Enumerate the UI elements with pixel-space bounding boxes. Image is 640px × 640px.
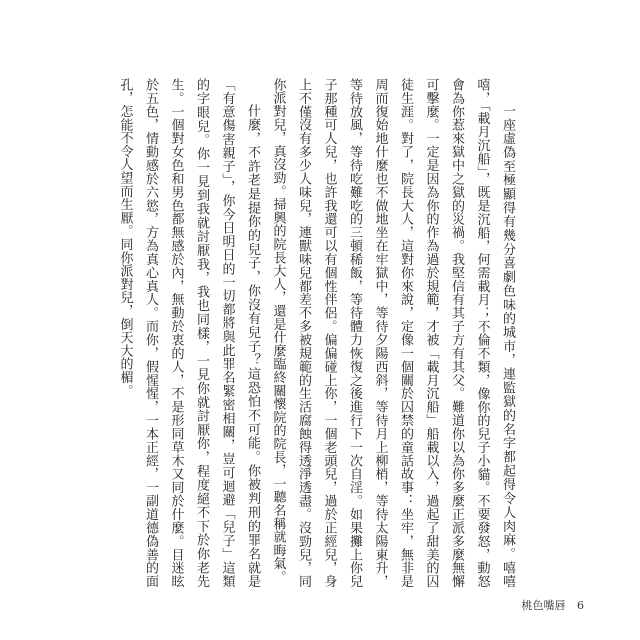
running-title: 桃色嘴唇 [521,599,566,612]
paragraph-1: 一座虛偽至極顯得有幾分喜劇色味的城市，連監獄的名字都起得令人肉麻。嘻嘻嘻，「載月沉船」，既是沉船，何需載月；不倫不類，像你的兒子小貓。不要發怒，動怒會為你惹來獄中之獄的災禍。我堅信有其子方有其父。難道你以為你多麼正派多麼無懈可擊麼。一定是因為你的作為過於規範，才被「載月沉船」船載以入，過起了甜美的囚徒生涯。對了，院長大人，這對你來說，定像一個關於囚禁的童話故事：坐牢，無非是周而復始地什麼也不做地坐在牢獄中，等待夕陽西斜，等待月上柳梢，等待太陽東升，等待放風，等待吃難吃的三頓稀飯，等待體力恢復之後進行下一次自淫。如果攤上你兒子那種可人兒，也許我還可以有個性伴侶。偏偏碰上你，一個老頭兒，過於正經兒，身上不僅沒有多少人味兒，連獸味兒都差不多被規範的生活腐蝕得透淨透盡。沒勁兒，同你派對兒，真沒勁。掃興的院長大人，還是什麼臨終關懷院的院長，一聽名稱就晦氣。 [270,78,515,588]
paragraph-2: 什麼，不許老是提你的兒子，你沒有兒子？這恐怕不可能。你被判刑的罪名就是「有意傷害親子」，你今日明日的一切都將與此罪名緊密相關，豈可迴避「兒子」這類的字眼兒。你一見到我就討厭我，我也同樣，一見你就討厭你，程度絕不下於你老先生。一個對女色和男色都無感於內，無動於衷的人，不是形同草木又同於什麼。目迷眩於五色，情動感於六慾，方為真心真人。而你，假惺惺，一本正經，一副道德偽善的面孔，怎能不令人望而生厭。同你派對兒，倒天大的楣。 [117,78,260,588]
vertical-text-body [117,78,520,588]
page-number: 6 [577,599,584,612]
page-footer [522,597,585,613]
